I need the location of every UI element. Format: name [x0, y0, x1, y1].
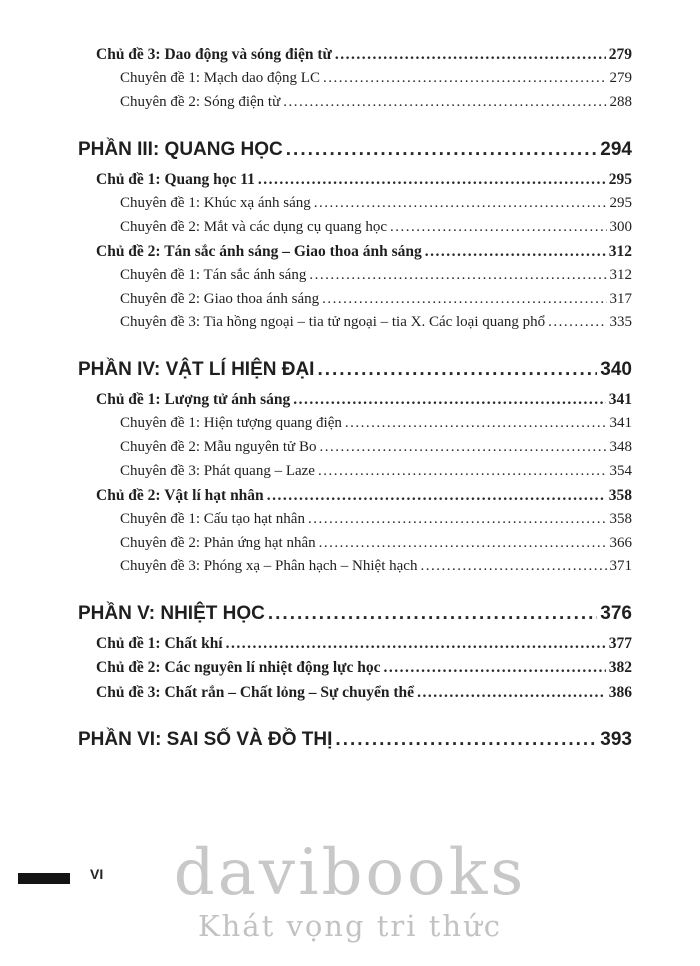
toc-entry-page: 341: [609, 415, 632, 432]
toc-entry-page: 340: [600, 359, 632, 381]
toc-entry-label: Chủ đề 1: Chất khí: [96, 634, 223, 652]
toc-entry-page: 354: [609, 462, 632, 479]
toc-entry-topic: [78, 486, 632, 505]
toc-entry-label: PHẦN V: NHIỆT HỌC: [78, 603, 265, 625]
dotted-leader: [286, 138, 598, 162]
toc-entry-page: 279: [608, 46, 632, 63]
toc-entry-page: 358: [609, 510, 632, 527]
toc-entry-part: [78, 358, 632, 382]
dotted-leader: [308, 510, 607, 529]
dotted-leader: [226, 634, 606, 653]
toc-entry-topic: [78, 634, 632, 653]
toc-entry-page: 279: [609, 70, 632, 87]
dotted-leader: [258, 170, 606, 189]
dotted-leader: [314, 194, 607, 213]
dotted-leader: [548, 313, 606, 332]
toc-entry-label: Chủ đề 2: Vật lí hạt nhân: [96, 486, 264, 504]
toc-entry-sub: [78, 557, 632, 576]
toc-entry-label: PHẦN III: QUANG HỌC: [78, 138, 283, 160]
toc-entry-part: [78, 728, 632, 752]
toc-entry-topic: [78, 170, 632, 189]
toc-entry-page: 358: [608, 486, 632, 504]
dotted-leader: [309, 266, 606, 285]
toc-entry-sub: [78, 194, 632, 213]
dotted-leader: [335, 45, 606, 64]
toc-entry-page: 393: [600, 729, 632, 750]
toc-entry-page: 312: [609, 266, 632, 283]
toc-entry-label: Chủ đề 1: Quang học 11: [96, 170, 255, 188]
dotted-leader: [293, 390, 605, 409]
toc-entry-sub: [78, 290, 632, 309]
toc-entry-label: Chủ đề 3: Chất rắn – Chất lỏng – Sự chuyển thể: [96, 683, 415, 701]
toc-entry-label: PHẦN VI: SAI SỐ VÀ ĐỒ THỊ: [78, 729, 333, 750]
dotted-leader: [268, 602, 597, 626]
toc-entry-label: Chuyên đề 1: Tán sắc ánh sáng: [120, 266, 307, 283]
toc-entry-label: Chủ đề 3: Dao động và sóng điện từ: [96, 46, 332, 63]
toc-entry-part: [78, 138, 632, 162]
toc-entry-topic: [78, 658, 632, 677]
toc-entry-page: 371: [609, 558, 632, 575]
toc-entry-sub: [78, 438, 632, 457]
toc-entry-label: Chuyên đề 3: Phóng xạ – Phân hạch – Nhiệt hạch: [120, 558, 418, 575]
toc-entry-label: Chuyên đề 2: Phản ứng hạt nhân: [120, 534, 316, 551]
dotted-leader: [323, 69, 607, 88]
toc-entry-sub: [78, 266, 632, 285]
toc-entry-page: 382: [608, 659, 632, 677]
footer-bar: [18, 873, 70, 884]
toc-entry-label: PHẦN IV: VẬT LÍ HIỆN ĐẠI: [78, 359, 315, 381]
toc-entry-page: 341: [608, 390, 632, 408]
toc-entry-label: Chuyên đề 1: Hiện tượng quang điện: [120, 415, 342, 432]
toc-entry-page: 294: [600, 138, 632, 160]
toc-entry-label: Chuyên đề 1: Cấu tạo hạt nhân: [120, 510, 305, 527]
dotted-leader: [345, 414, 607, 433]
dotted-leader: [390, 218, 606, 237]
dotted-leader: [417, 683, 606, 702]
watermark-slogan: Khát vọng tri thức: [197, 909, 503, 944]
dotted-leader: [319, 534, 607, 553]
toc-entry-page: 317: [609, 290, 632, 307]
dotted-leader: [425, 242, 606, 261]
dotted-leader: [383, 658, 605, 677]
page-number: VI: [90, 866, 104, 882]
toc-entry-sub: [78, 462, 632, 481]
toc-entry-topic: [78, 45, 632, 64]
toc-entry-topic: [78, 390, 632, 409]
toc-entry-label: Chủ đề 2: Tán sắc ánh sáng – Giao thoa ánh sáng: [96, 242, 422, 260]
toc-entry-page: 312: [608, 242, 632, 260]
toc-entry-sub: [78, 313, 632, 332]
toc-entry-page: 377: [608, 634, 632, 652]
dotted-leader: [322, 290, 606, 309]
toc-entry-page: 288: [609, 94, 632, 111]
toc-entry-sub: [78, 93, 632, 112]
toc-entry-page: 335: [609, 314, 632, 331]
dotted-leader: [317, 358, 597, 382]
toc-entry-sub: [78, 69, 632, 88]
table-of-contents: [78, 40, 632, 760]
toc-entry-label: Chuyên đề 3: Tia hồng ngoại – tia tử ngoại – tia X. Các loại quang phổ: [120, 314, 546, 331]
dotted-leader: [283, 93, 606, 112]
toc-entry-label: Chuyên đề 2: Sóng điện từ: [120, 94, 281, 111]
toc-entry-sub: [78, 534, 632, 553]
toc-entry-topic: [78, 683, 632, 702]
toc-entry-page: 348: [609, 439, 632, 455]
dotted-leader: [420, 557, 606, 576]
toc-entry-label: Chuyên đề 2: Giao thoa ánh sáng: [120, 290, 320, 307]
dotted-leader: [319, 438, 606, 457]
dotted-leader: [318, 462, 607, 481]
watermark-logo-text: davibooks: [173, 836, 527, 910]
toc-entry-page: 295: [608, 170, 632, 188]
toc-entry-sub: [78, 414, 632, 433]
toc-entry-label: Chuyên đề 3: Phát quang – Laze: [120, 462, 315, 479]
toc-entry-label: Chủ đề 1: Lượng tử ánh sáng: [96, 390, 291, 408]
toc-entry-page: 295: [609, 195, 632, 211]
toc-entry-label: Chuyên đề 1: Mạch dao động LC: [120, 70, 320, 87]
toc-entry-sub: [78, 510, 632, 529]
toc-entry-page: 376: [600, 603, 632, 625]
dotted-leader: [267, 486, 606, 505]
toc-entry-page: 386: [608, 683, 632, 701]
toc-entry-label: Chủ đề 2: Các nguyên lí nhiệt động lực học: [96, 659, 381, 677]
toc-entry-topic: [78, 242, 632, 261]
toc-entry-page: 300: [609, 218, 632, 235]
toc-entry-page: 366: [609, 534, 632, 551]
toc-entry-part: [78, 602, 632, 626]
toc-entry-label: Chuyên đề 2: Mắt và các dụng cụ quang học: [120, 218, 388, 235]
publisher-watermark: [110, 836, 590, 944]
toc-entry-label: Chuyên đề 1: Khúc xạ ánh sáng: [120, 195, 311, 211]
toc-entry-sub: [78, 218, 632, 237]
toc-entry-label: Chuyên đề 2: Mẫu nguyên tử Bo: [120, 439, 317, 455]
dotted-leader: [335, 728, 597, 752]
